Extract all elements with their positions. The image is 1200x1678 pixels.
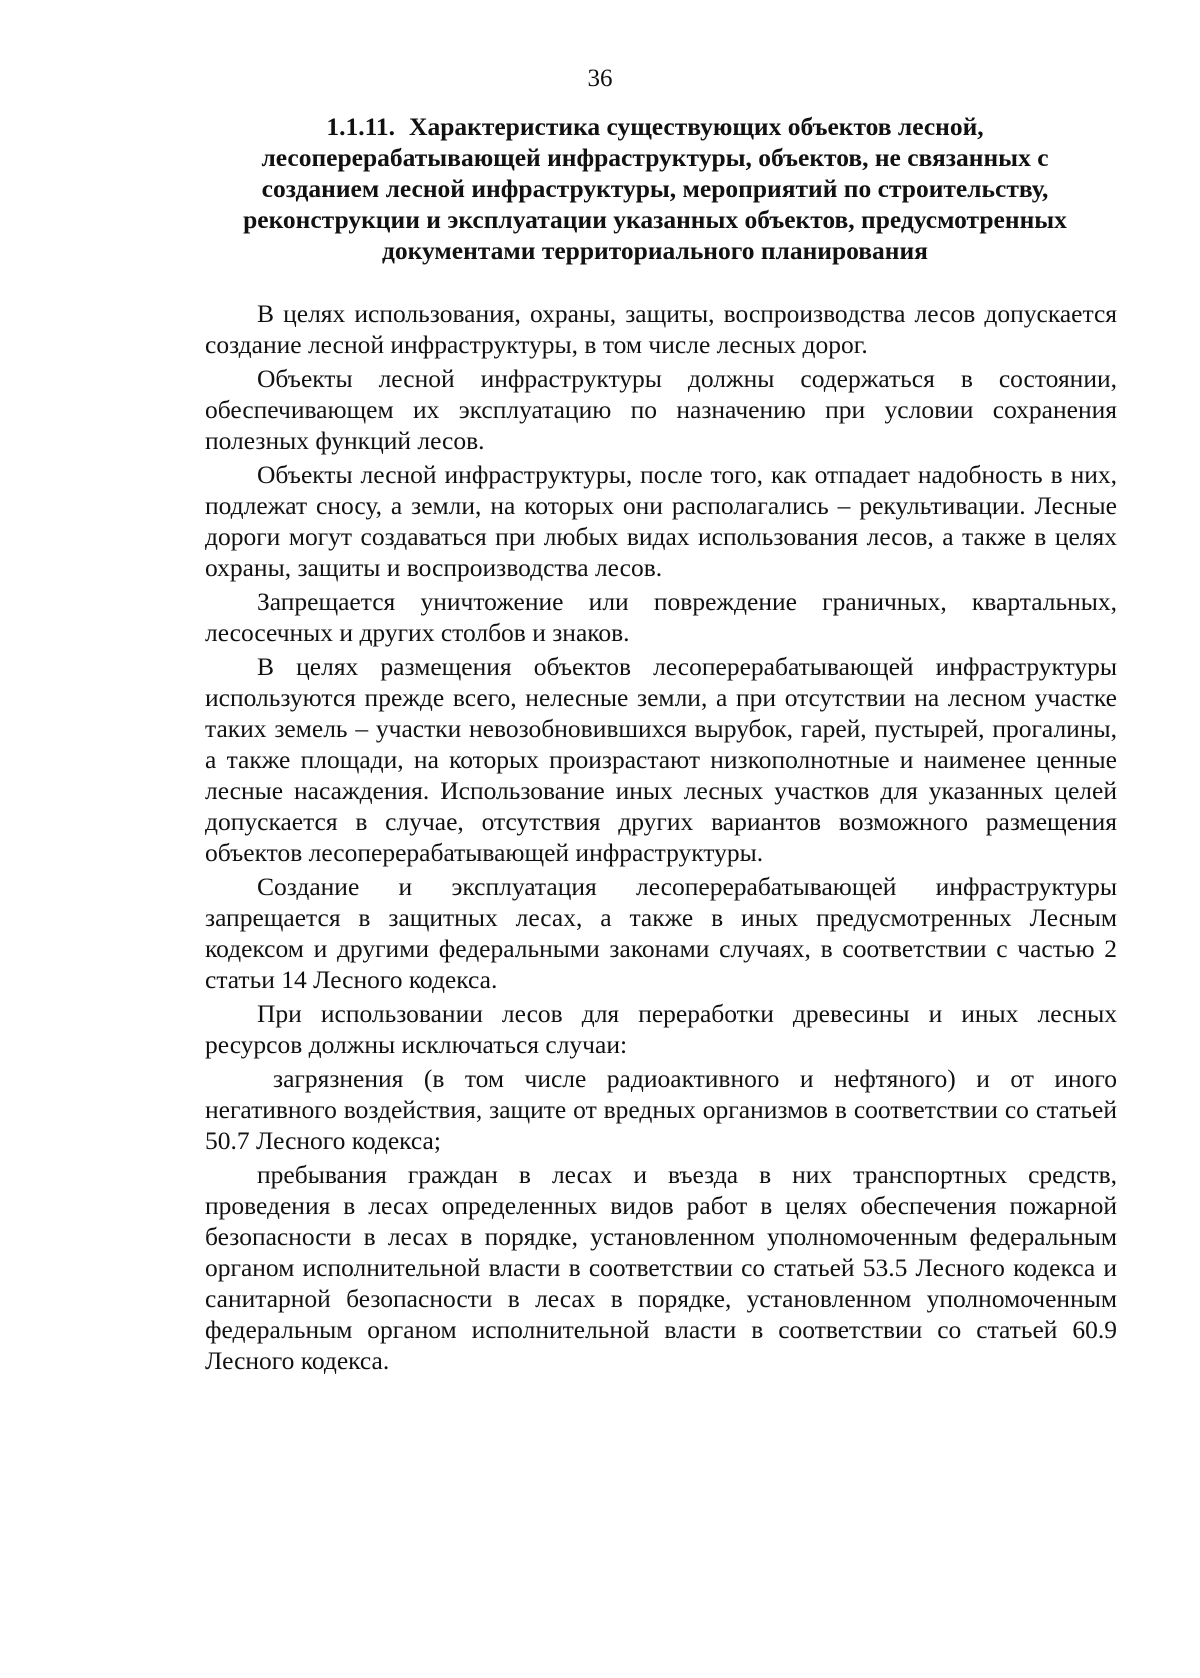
paragraph: Объекты лесной инфраструктуры, после того, как отпадает надобность в них, подлежат сносу, а земли, на которых они располагались – рекультивации. Лесные дороги могут создаваться при любых видах использования лесов, а также в целях охраны, защиты и воспроизводства лесов. bbox=[205, 460, 1117, 582]
section-number: 1.1.11. bbox=[326, 112, 396, 141]
paragraph: Создание и эксплуатация лесоперерабатывающей инфраструктуры запрещается в защитных лесах, а также в иных предусмотренных Лесным кодексом и другими федеральными законами случаях, в соответствии с частью 2 статьи 14 Лесного кодекса. bbox=[205, 872, 1117, 994]
document-body bbox=[205, 298, 1117, 1376]
section-heading bbox=[205, 111, 1105, 266]
list-item-paragraph: загрязнения (в том числе радиоактивного и нефтяного) и от иного негативного воздействия, защите от вредных организмов в соответствии со статьей 50.7 Лесного кодекса; bbox=[205, 1064, 1117, 1155]
paragraph: Запрещается уничтожение или повреждение граничных, квартальных, лесосечных и других столбов и знаков. bbox=[205, 587, 1117, 647]
section-title: Характеристика существующих объектов лесной, лесоперерабатывающей инфраструктуры, объектов, не связанных с созданием лесной инфраструктуры, мероприятий по строительству, реконструкции и эксплуатации указанных объектов, предусмотренных документами территориального планирования bbox=[243, 112, 1067, 265]
paragraph: В целях использования, охраны, защиты, воспроизводства лесов допускается создание лесной инфраструктуры, в том числе лесных дорог. bbox=[205, 299, 1117, 359]
page-number: 36 bbox=[587, 65, 613, 92]
paragraph: При использовании лесов для переработки древесины и иных лесных ресурсов должны исключаться случаи: bbox=[205, 999, 1117, 1059]
list-item-paragraph: пребывания граждан в лесах и въезда в них транспортных средств, проведения в лесах определенных видов работ в целях обеспечения пожарной безопасности в лесах в порядке, установленном уполномоченным федеральным органом исполнительной власти в соответствии со статьей 53.5 Лесного кодекса и санитарной безопасности в лесах в порядке, установленном уполномоченным федеральным органом исполнительной власти в соответствии со статьей 60.9 Лесного кодекса. bbox=[205, 1160, 1117, 1375]
paragraph: Объекты лесной инфраструктуры должны содержаться в состоянии, обеспечивающем их эксплуатацию по назначению при условии сохранения полезных функций лесов. bbox=[205, 364, 1117, 455]
paragraph: В целях размещения объектов лесоперерабатывающей инфраструктуры используются прежде всего, нелесные земли, а при отсутствии на лесном участке таких земель – участки невозобновившихся вырубок, гарей, пустырей, прогалины, а также площади, на которых произрастают низкополнотные и наименее ценные лесные насаждения. Использование иных лесных участков для указанных целей допускается в случае, отсутствия других вариантов возможного размещения объектов лесоперерабатывающей инфраструктуры. bbox=[205, 652, 1117, 867]
